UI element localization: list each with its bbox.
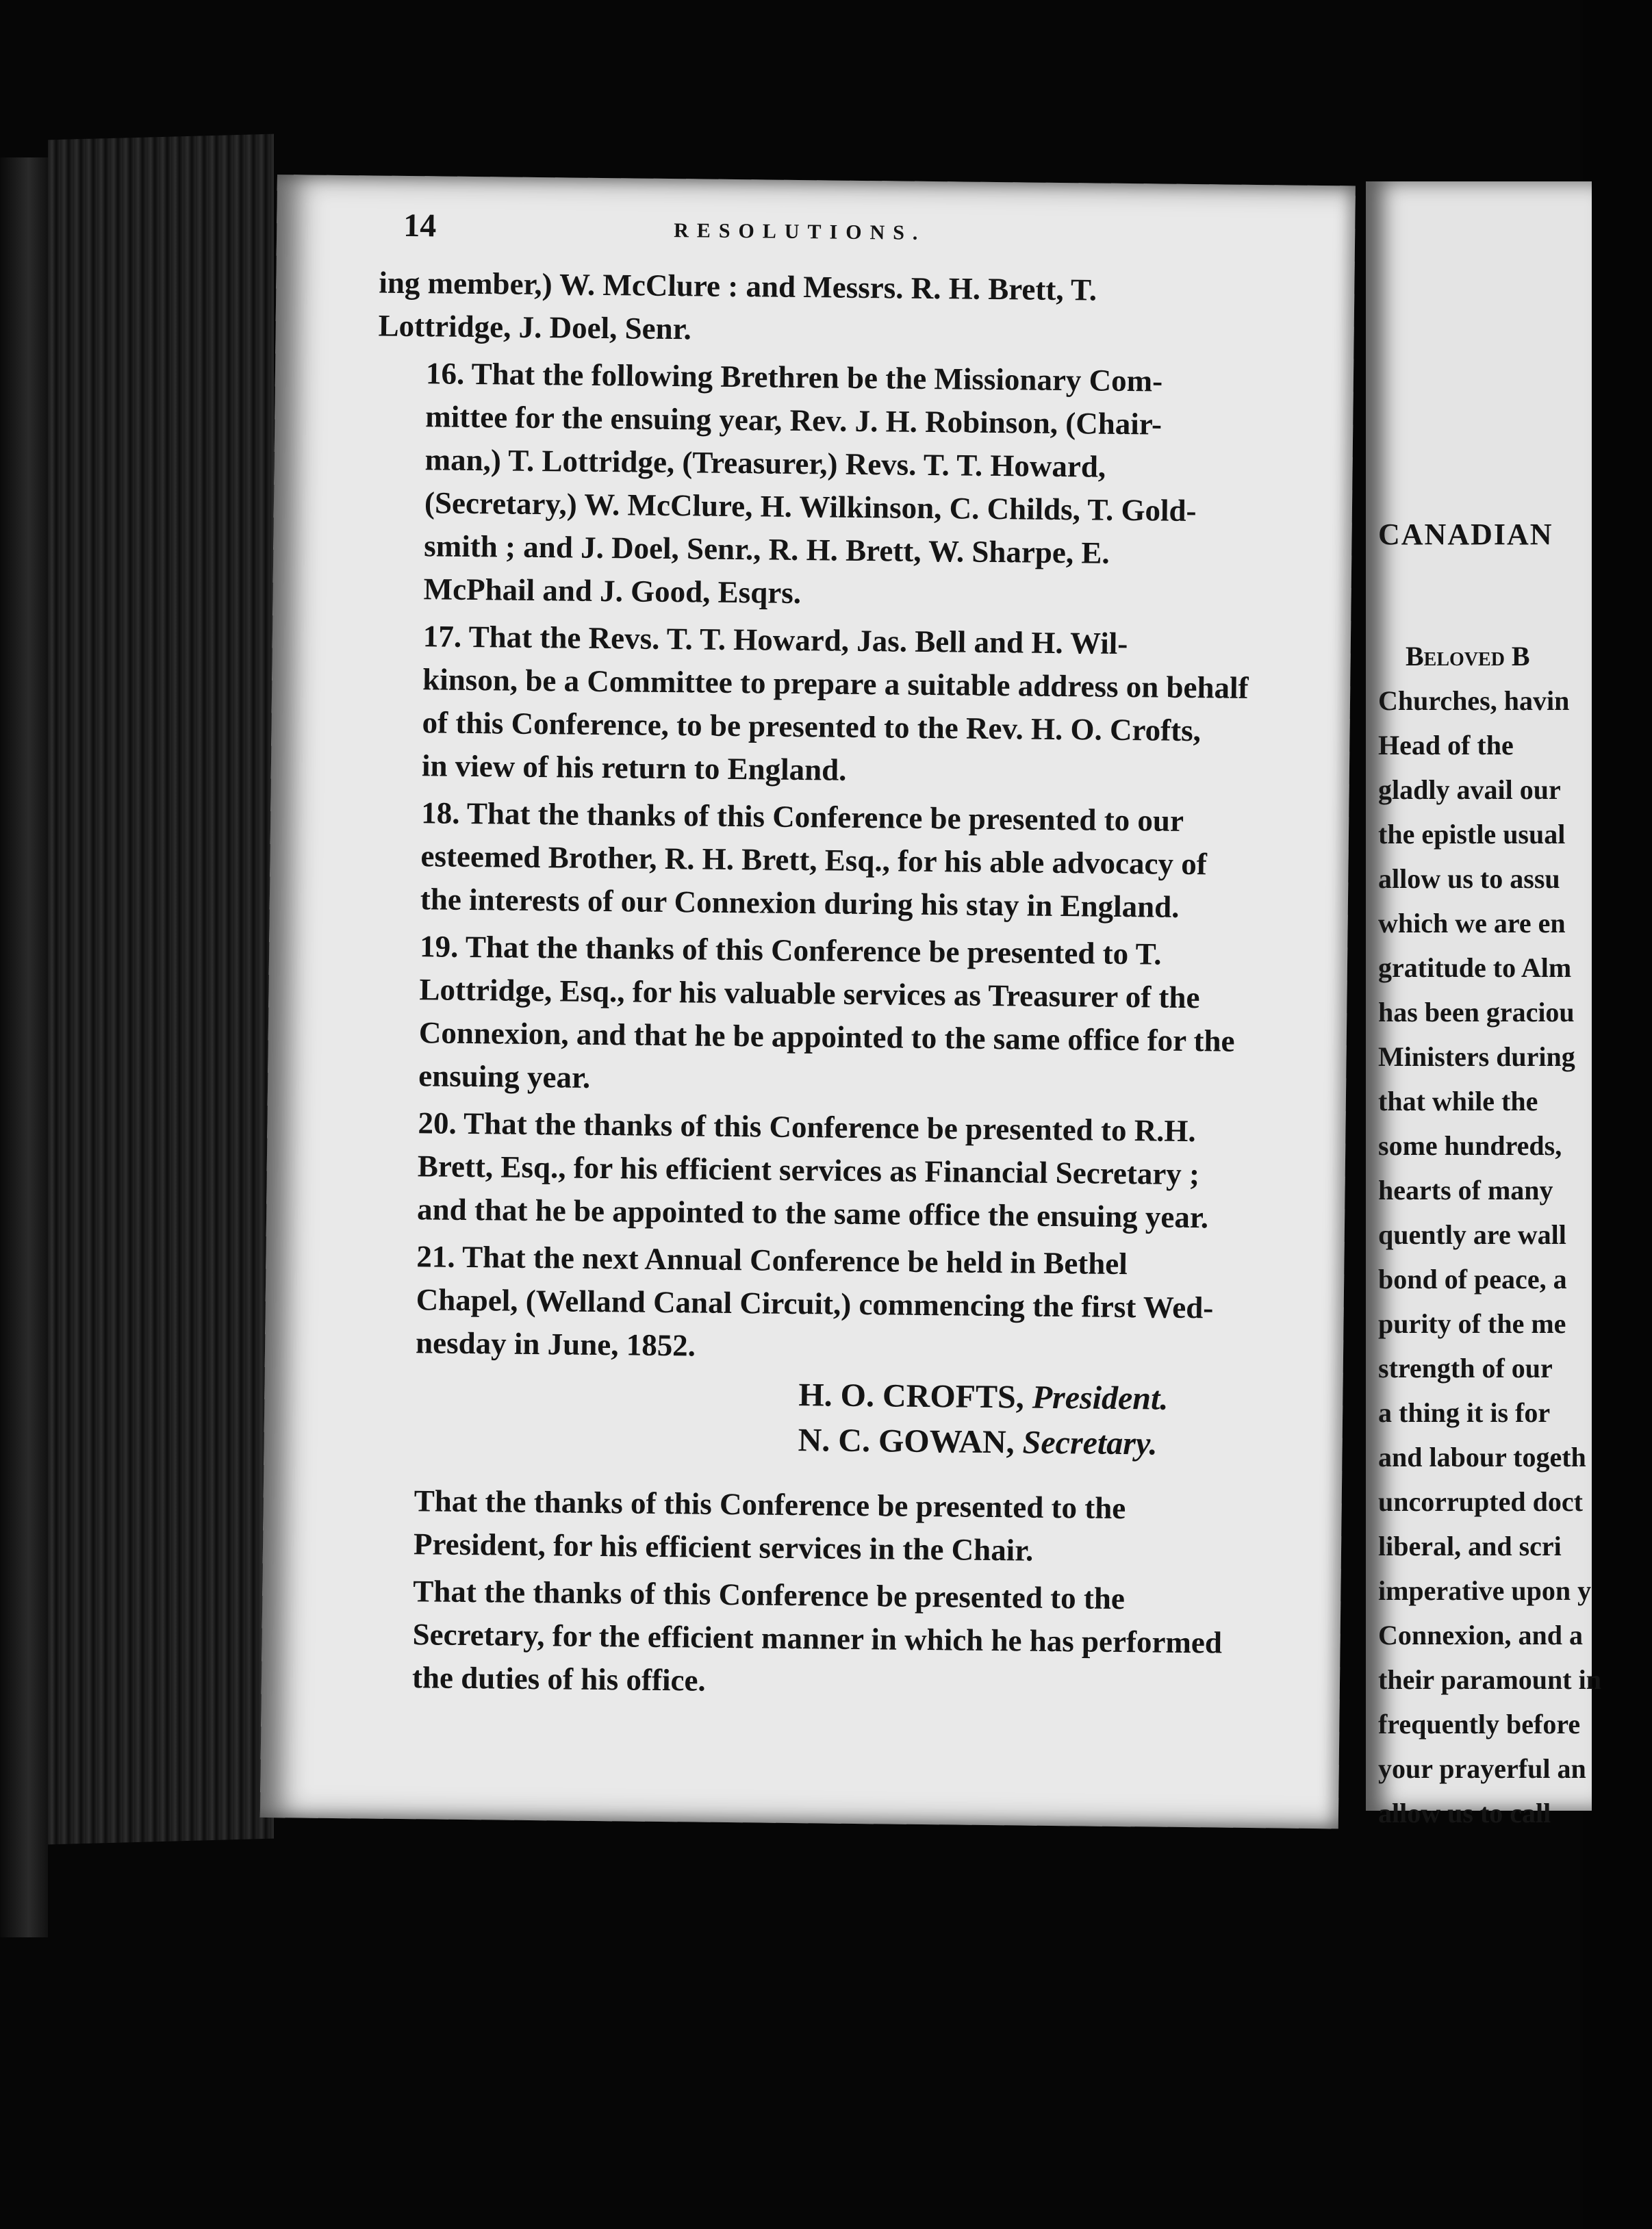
signature-line — [798, 1373, 1312, 1423]
signature-line — [798, 1418, 1312, 1468]
right-page-line: some hundreds, — [1378, 1130, 1562, 1161]
text-line: That the thanks of this Conference be presented to the — [413, 1574, 1126, 1616]
text-line: Connexion, and that he be appointed to the same office for the — [418, 1015, 1235, 1058]
text-line: ing member,) W. McClure : and Messrs. R. H. Brett, T. — [379, 265, 1097, 307]
right-page-heading: CANADIAN — [1378, 518, 1553, 551]
right-page-line: gladly avail our — [1378, 774, 1561, 805]
right-page-line: which we are en — [1378, 908, 1566, 939]
right-page-line: liberal, and scri — [1378, 1531, 1562, 1562]
text-line: 20. That the thanks of this Conference be presented to R.H. — [418, 1106, 1196, 1149]
right-page-line: Churches, havin — [1378, 685, 1570, 716]
text-line: smith ; and J. Doel, Senr., R. H. Brett, W. Sharpe, E. — [424, 528, 1110, 570]
page-header — [379, 207, 1325, 271]
right-page-line: allow us to call — [1378, 1798, 1551, 1829]
paragraph — [364, 1569, 1310, 1708]
right-page-line: has been graciou — [1378, 997, 1575, 1028]
right-page-line: frequently before — [1378, 1709, 1581, 1740]
paragraph — [369, 1101, 1315, 1240]
page-stack-edge — [48, 134, 274, 1845]
signatory-role: President. — [1032, 1379, 1169, 1417]
text-line: 17. That the Revs. T. T. Howard, Jas. Bell and H. Wil- — [422, 619, 1128, 661]
right-page-line: gratitude to Alm — [1378, 952, 1572, 983]
text-line: and that he be appointed to the same office the ensuing year. — [416, 1192, 1209, 1235]
text-line: Chapel, (Welland Canal Circuit,) commencing the first Wed- — [416, 1282, 1214, 1325]
text-line: the interests of our Connexion during his stay in England. — [420, 882, 1180, 924]
right-page — [1366, 181, 1601, 1829]
text-line: Brett, Esq., for his efficient services as Financial Secretary ; — [417, 1149, 1200, 1192]
paragraph — [372, 791, 1319, 930]
right-page-line: their paramount in — [1378, 1664, 1601, 1695]
signature-block — [366, 1368, 1312, 1468]
text-line: ensuing year. — [418, 1058, 591, 1095]
resolutions-body — [368, 262, 1324, 1374]
text-line: That the thanks of this Conference be presented to the — [414, 1483, 1126, 1526]
text-line: 21. That the next Annual Conference be held in Bethel — [416, 1239, 1128, 1282]
right-page-text — [1378, 634, 1652, 1835]
closing-resolutions — [364, 1479, 1311, 1708]
right-page-line: a thing it is for — [1378, 1397, 1551, 1428]
right-page-line: Head of the — [1378, 730, 1514, 761]
paragraph — [368, 1234, 1314, 1373]
right-page-line: bond of peace, a — [1378, 1264, 1567, 1295]
text-line: President, for his efficient services in the Chair. — [413, 1527, 1034, 1568]
right-page-line: and labour togeth — [1378, 1442, 1586, 1473]
paragraph — [366, 1479, 1311, 1575]
right-page-line: that while the — [1378, 1086, 1538, 1117]
signatory-name: H. O. CROFTS, — [798, 1377, 1025, 1416]
text-line: of this Conference, to be presented to the Rev. H. O. Crofts, — [422, 705, 1202, 748]
right-page-line: purity of the me — [1378, 1308, 1566, 1339]
right-page-line: strength of our — [1378, 1353, 1553, 1384]
paragraph — [378, 262, 1323, 357]
right-page-line: Connexion, and a — [1378, 1620, 1583, 1651]
paragraph — [375, 352, 1323, 620]
text-line: esteemed Brother, R. H. Brett, Esq., for his able advocacy of — [420, 839, 1208, 882]
right-page-line: the epistle usual — [1378, 819, 1566, 850]
text-line: (Secretary,) W. McClure, H. Wilkinson, C. Childs, T. Gold- — [424, 485, 1197, 528]
text-line: nesday in June, 1852. — [415, 1325, 696, 1363]
right-page-line: quently are wall — [1378, 1219, 1566, 1250]
text-line: the duties of his office. — [411, 1660, 706, 1698]
text-line: Secretary, for the efficient manner in which he has performed — [412, 1617, 1223, 1660]
signatory-role: Secretary. — [1022, 1424, 1158, 1462]
left-page — [260, 175, 1356, 1829]
text-line: kinson, be a Committee to prepare a suitable address on behalf — [422, 662, 1249, 705]
paragraph — [370, 925, 1317, 1107]
right-page-line: imperative upon y — [1378, 1575, 1592, 1606]
book-cover-edge — [0, 157, 48, 1937]
running-head: RESOLUTIONS. — [674, 219, 926, 244]
text-line: in view of his return to England. — [421, 748, 847, 787]
text-line: McPhail and J. Good, Esqrs. — [423, 572, 802, 611]
text-line: 16. That the following Brethren be the Missionary Com- — [425, 356, 1163, 398]
left-page-content — [364, 207, 1325, 1713]
text-line: mittee for the ensuing year, Rev. J. H. Robinson, (Chair- — [425, 399, 1162, 442]
text-line: man,) T. Lottridge, (Treasurer,) Revs. T. T. Howard, — [424, 442, 1106, 484]
right-page-line: Beloved B — [1406, 641, 1530, 672]
page-number: 14 — [403, 207, 437, 244]
right-page-content — [1378, 517, 1652, 1835]
text-line: 19. That the thanks of this Conference be presented to T. — [419, 929, 1162, 971]
right-page-line: hearts of many — [1378, 1175, 1553, 1206]
right-page-line: uncorrupted doct — [1378, 1486, 1583, 1517]
right-page-line: Ministers during — [1378, 1041, 1575, 1072]
paragraph — [374, 615, 1321, 797]
text-line: Lottridge, J. Doel, Senr. — [378, 308, 691, 346]
right-page-line: allow us to assu — [1378, 863, 1560, 894]
text-line: 18. That the thanks of this Conference be presented to our — [420, 795, 1184, 838]
signatory-name: N. C. GOWAN, — [798, 1422, 1015, 1461]
right-page-line: your prayerful an — [1378, 1753, 1586, 1784]
text-line: Lottridge, Esq., for his valuable services as Treasurer of the — [419, 972, 1200, 1015]
